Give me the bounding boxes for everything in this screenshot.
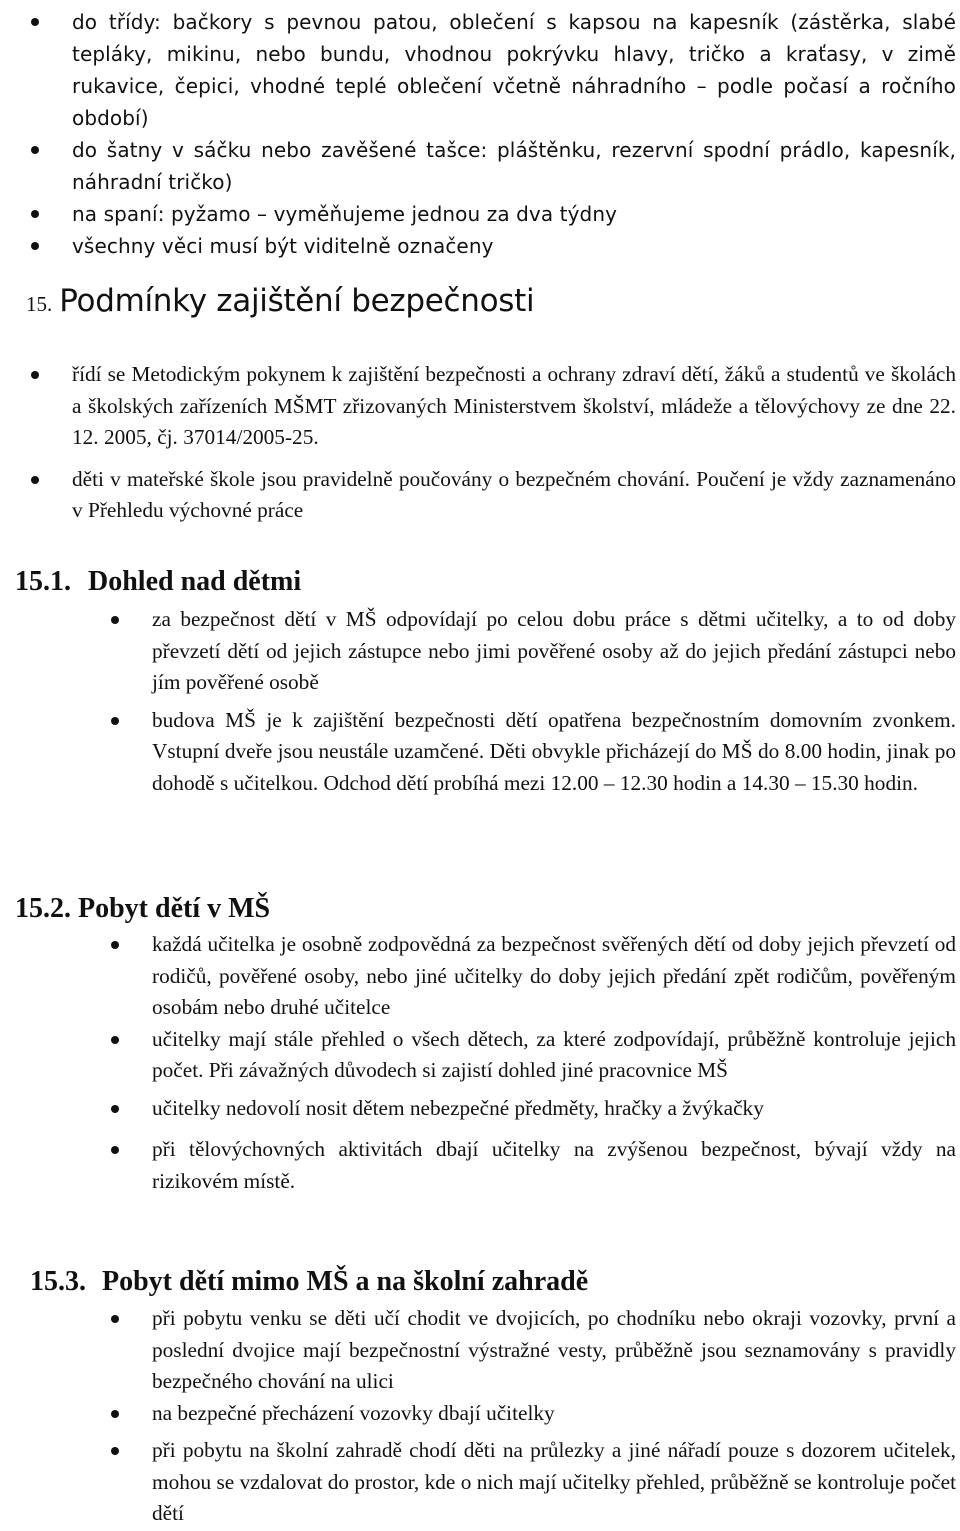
section-heading-15-1 <box>15 566 301 598</box>
list-item: na bezpečné přecházení vozovky dbají učitelky <box>152 1398 956 1430</box>
list-item: při pobytu venku se děti učí chodit ve dvojicích, po chodníku nebo okraji vozovky, první a poslední dvojice mají bezpečnostní výstražné vesty, průběžně jsou seznamovány s pravidly bezpečného chování na ulici <box>152 1303 956 1398</box>
section-number: 15.1. <box>15 566 71 597</box>
list-item: do šatny v sáčku nebo zavěšené tašce: pláštěnku, rezervní spodní prádlo, kapesník, náhradní tričko) <box>72 134 956 198</box>
safety-conditions-list <box>72 359 956 527</box>
section-number: 15.2. <box>15 893 71 924</box>
section-title: Pobyt dětí mimo MŠ a na školní zahradě <box>102 1266 589 1297</box>
section-title: Dohled nad dětmi <box>88 566 302 597</box>
section-title: Pobyt dětí v MŠ <box>78 893 271 924</box>
outside-school-list <box>152 1303 956 1530</box>
list-item: učitelky nedovolí nosit dětem nebezpečné předměty, hračky a žvýkačky <box>152 1093 956 1125</box>
list-item: řídí se Metodickým pokynem k zajištění bezpečnosti a ochrany zdraví dětí, žáků a studentů ve školách a školských zařízeních MŠMT zřizovaných Ministerstvem školství, mládeže a tělovýchovy ze dne 22. 12. 2005, čj. 37014/2005-25. <box>72 359 956 454</box>
section-heading-15 <box>26 283 534 319</box>
section-heading-15-3 <box>30 1266 588 1298</box>
list-item: budova MŠ je k zajištění bezpečnosti dětí opatřena bezpečnostním domovním zvonkem. Vstupní dveře jsou neustále uzamčené. Děti obvykle přicházejí do MŠ do 8.00 hodin, jinak po dohodě s učitelkou. Odchod dětí probíhá mezi 12.00 – 12.30 hodin a 14.30 – 15.30 hodin. <box>152 705 956 800</box>
section-number: 15. <box>26 292 53 316</box>
list-item: děti v mateřské škole jsou pravidelně poučovány o bezpečném chování. Poučení je vždy zaznamenáno v Přehledu výchovné práce <box>72 464 956 527</box>
list-item: při tělovýchovných aktivitách dbají učitelky na zvýšenou bezpečnost, bývají vždy na rizikovém místě. <box>152 1134 956 1197</box>
list-item: učitelky mají stále přehled o všech dětech, za které zodpovídají, průběžně kontroluje jejich počet. Při závažných důvodech si zajistí dohled jiné pracovnice MŠ <box>152 1024 956 1087</box>
list-item: při pobytu na školní zahradě chodí děti na průlezky a jiné nářadí pouze s dozorem učitelek, mohou se vzdalovat do prostor, kde o nich mají učitelky přehled, průběžně se kontroluje počet dětí <box>152 1435 956 1530</box>
list-item: každá učitelka je osobně zodpovědná za bezpečnost svěřených dětí od doby jejich převzetí od rodičů, pověřené osoby, nebo jiné učitelky do doby jejich předání zpět rodičům, pověřeným osobám nebo druhé učitelce <box>152 929 956 1024</box>
stay-in-school-list <box>152 929 956 1197</box>
list-item: všechny věci musí být viditelně označeny <box>72 230 956 262</box>
supervision-list <box>152 604 956 799</box>
list-item: do třídy: bačkory s pevnou patou, oblečení s kapsou na kapesník (zástěrka, slabé tepláky, mikinu, nebo bundu, vhodnou pokrývku hlavy, tričko a kraťasy, v zimě rukavice, čepici, vhodné teplé oblečení včetně náhradního – podle počasí a ročního období) <box>72 6 956 134</box>
section-title: Podmínky zajištění bezpečnosti <box>59 283 535 319</box>
list-item: za bezpečnost dětí v MŠ odpovídají po celou dobu práce s dětmi učitelky, a to od doby převzetí dětí od jejich zástupce nebo jimi pověřené osoby až do jejich předání zástupci nebo jím pověřené osobě <box>152 604 956 699</box>
section-heading-15-2 <box>15 893 270 925</box>
list-item: na spaní: pyžamo – vyměňujeme jednou za dva týdny <box>72 198 956 230</box>
section-number: 15.3. <box>30 1266 86 1297</box>
clothing-list <box>72 6 956 262</box>
